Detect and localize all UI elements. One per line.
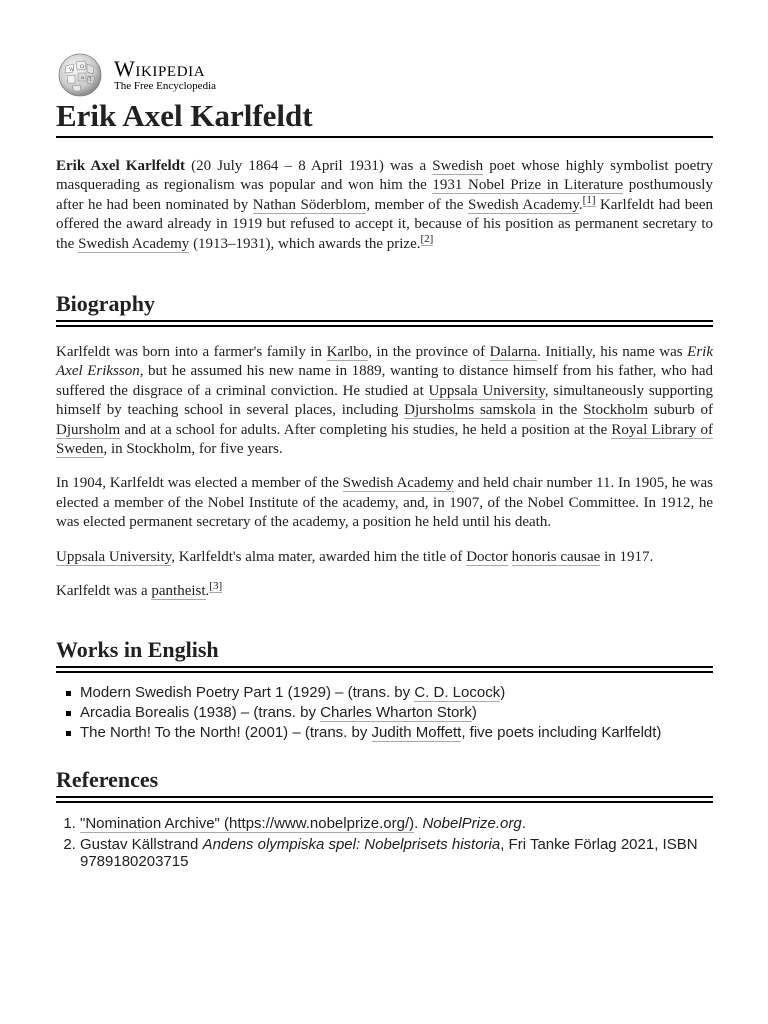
list-item: Arcadia Borealis (1938) – (trans. by Charles Wharton Stork) <box>56 703 713 723</box>
site-name: Wikipedia <box>114 55 206 81</box>
link-swedish-academy[interactable]: Swedish Academy <box>467 196 579 213</box>
reference-item: 2. Gustav Källstrand Andens olympiska spel: Nobelprisets historia, Fri Tanke Förlag 2021, ISBN 9789180203715 <box>80 836 713 870</box>
link-uppsala-university[interactable]: Uppsala University <box>56 548 172 565</box>
link-swedish-academy[interactable]: Swedish Academy <box>342 475 454 492</box>
link-nomination-archive[interactable]: "Nomination Archive" (https://www.nobelprize.org/) <box>80 814 415 832</box>
list-item: Modern Swedish Poetry Part 1 (1929) – (trans. by C. D. Locock) <box>56 683 713 703</box>
lead-paragraph: Erik Axel Karlfeldt (20 July 1864 – 8 April 1931) was a Swedish poet whose highly symbolist poetry masquerading as regionalism was popular and won him the 1931 Nobel Prize in Literature posthumously after he had been nominated by Nathan Söderblom, member of the Swedish Academy.[1] Karlfeldt had been offered the award already in 1919 but refused to accept it, because of his position as permanent secretary to the Swedish Academy (1913–1931), which awards the prize.[2] <box>56 158 714 252</box>
birth-name: Erik Axel Eriksson <box>56 344 713 380</box>
biography-paragraph: In 1904, Karlfeldt was elected a member of the Swedish Academy and held chair number 11. In 1905, he was elected a member of the Nobel Institute of the academy, and, in 1907, of the Nobel Committee. In 1912, he was elected permanent secretary of the academy, a position he held until his death. <box>56 475 713 531</box>
link-c-d-locock[interactable]: C. D. Locock <box>414 683 501 701</box>
citation-1[interactable]: [1] <box>582 193 596 206</box>
link-karlbo[interactable]: Karlbo <box>326 344 369 361</box>
link-djursholm[interactable]: Djursholm <box>56 421 121 438</box>
site-tagline: The Free Encyclopedia <box>114 79 217 92</box>
link-nathan-soderblom[interactable]: Nathan Söderblom <box>252 196 367 213</box>
list-item: The North! To the North! (2001) – (trans. by Judith Moffett, five poets including Karlfeldt) <box>56 723 713 743</box>
site-header <box>56 52 713 98</box>
biography-paragraph: Karlfeldt was a pantheist.[3] <box>56 580 223 600</box>
link-nobel-prize[interactable]: 1931 Nobel Prize in Literature <box>432 177 624 194</box>
reference-item: 1. "Nomination Archive" (https://www.nobelprize.org/). NobelPrize.org. <box>80 814 713 834</box>
article-page <box>56 52 713 870</box>
link-honoris-causa[interactable]: honoris causae <box>511 548 601 565</box>
link-judith-moffett[interactable]: Judith Moffett <box>371 723 462 741</box>
wikipedia-globe-icon[interactable] <box>56 52 104 98</box>
wikipedia-wordmark[interactable] <box>114 55 217 93</box>
link-djursholms-samskola[interactable]: Djursholms samskola <box>404 402 536 419</box>
link-royal-library[interactable]: Royal Library of Sweden <box>56 421 714 458</box>
lead-subject: Erik Axel Karlfeldt <box>56 158 185 174</box>
works-list <box>56 683 713 743</box>
page-title: Erik Axel Karlfeldt <box>56 98 713 138</box>
biography-paragraph: Uppsala University, Karlfeldt's alma mater, awarded him the title of Doctor honoris causae in 1917. <box>56 548 654 565</box>
link-dalarna[interactable]: Dalarna <box>489 344 538 361</box>
heading-references: References <box>56 767 713 798</box>
link-stockholm[interactable]: Stockholm <box>583 402 649 419</box>
heading-works-in-english: Works in English <box>56 637 713 668</box>
svg-text:W: W <box>69 67 75 73</box>
heading-biography: Biography <box>56 291 713 322</box>
link-doctor[interactable]: Doctor <box>466 548 508 565</box>
link-swedish[interactable]: Swedish <box>432 158 484 174</box>
references-list <box>56 814 713 870</box>
citation-2[interactable]: [2] <box>420 232 434 245</box>
link-pantheist[interactable]: pantheist <box>151 583 206 600</box>
biography-paragraph: Karlfeldt was born into a farmer's family in Karlbo, in the province of Dalarna. Initially, his name was Erik Axel Eriksson, but he assumed his new name in 1889, wanting to distance himself from his father, who had suffered the disgrace of a criminal conviction. He studied at Uppsala University, simultaneously supporting himself by teaching school in several places, including Djursholms samskola in the Stockholm suburb of Djursholm and at a school for adults. After completing his studies, he held a position at the Royal Library of Sweden, in Stockholm, for five years. <box>56 344 714 458</box>
svg-text:и: и <box>81 75 85 81</box>
svg-text:ไ: ไ <box>89 77 92 83</box>
link-charles-wharton-stork[interactable]: Charles Wharton Stork <box>320 703 472 721</box>
link-swedish-academy[interactable]: Swedish Academy <box>78 235 190 252</box>
link-uppsala-university[interactable]: Uppsala University <box>428 382 545 399</box>
citation-3[interactable]: [3] <box>209 580 223 593</box>
svg-text:Ω: Ω <box>80 64 85 70</box>
